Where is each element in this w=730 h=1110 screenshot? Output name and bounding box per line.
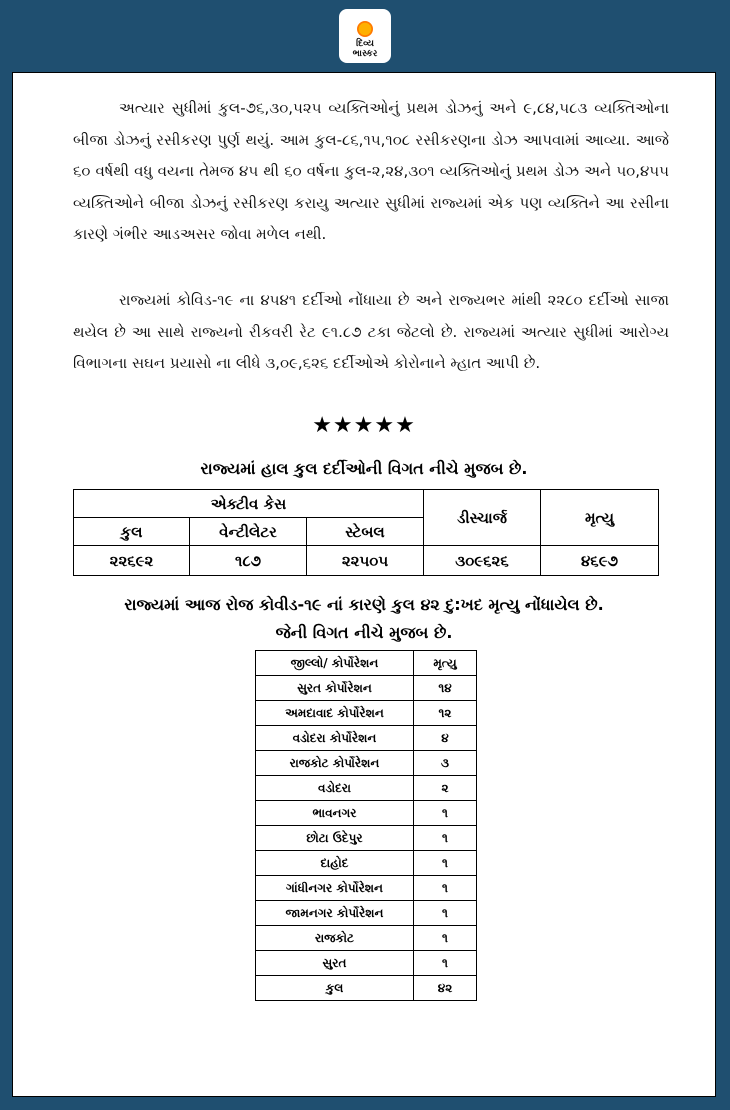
table-row — [256, 926, 477, 951]
press-note-page — [12, 72, 716, 1097]
table-total-row — [256, 976, 477, 1001]
total-deaths: ૪૨ — [414, 976, 477, 1001]
table-row — [256, 801, 477, 826]
ventilator-value: ૧૮૭ — [190, 546, 307, 576]
logo-line-2: ભાસ્કર — [352, 49, 378, 59]
total-label: કુલ — [256, 976, 414, 1001]
district-deaths-table — [255, 650, 477, 1001]
district-name: વડોદરા કોર્પોરેશન — [256, 726, 414, 751]
table-row — [256, 826, 477, 851]
death-count: ૧ — [414, 876, 477, 901]
district-name: છોટા ઉદેપુર — [256, 826, 414, 851]
district-name: રાજકોટ કોર્પોરેશન — [256, 751, 414, 776]
district-name: વડોદરા — [256, 776, 414, 801]
district-name: જામનગર કોર્પોરેશન — [256, 901, 414, 926]
deaths-count-header: મૃત્યુ — [414, 651, 477, 676]
district-name: ગાંધીનગર કોર્પોરેશન — [256, 876, 414, 901]
death-count: ૧ — [414, 901, 477, 926]
death-count: ૧ — [414, 826, 477, 851]
district-name: રાજકોટ — [256, 926, 414, 951]
district-name: સુરત કોર્પોરેશન — [256, 676, 414, 701]
logo-line-1: દિવ્ય — [356, 39, 374, 49]
death-count: ૧ — [414, 951, 477, 976]
district-name: સુરત — [256, 951, 414, 976]
total-header: કુલ — [74, 518, 190, 546]
cases-table — [73, 489, 659, 576]
deaths-heading: રાજ્યમાં આજ રોજ કોવીડ-૧૯ નાં કારણે કુલ ૪૨ દુ:ખદ મૃત્યુ નોંધાયેલ છે. — [124, 595, 604, 614]
star-divider: ★★★★★ — [312, 413, 416, 438]
recovery-paragraph: રાજ્યમાં કોવિડ-૧૯ ના ૪૫૪૧ દર્દીઓ નોંધાયા છે અને રાજ્યભર માંથી ૨૨૮૦ દર્દીઓ સાજા થયેલ છે આ સાથે રાજ્યનો રીકવરી રેટ ૯૧.૮૭ ટકા જેટલો છે. રાજ્યમાં અત્યાર સુધીમાં આરોગ્ય વિભાગના સઘન પ્રયાસો ના લીધે ૩,૦૯,૬૨૬ દર્દીઓએ કોરોનાને મ્હાત આપી છે. — [73, 291, 669, 372]
table-row — [256, 676, 477, 701]
deaths-subheading: જેની વિગત નીચે મુજબ છે. — [275, 623, 453, 642]
death-count: ૧ — [414, 926, 477, 951]
death-count: ૪ — [414, 726, 477, 751]
district-name: ભાવનગર — [256, 801, 414, 826]
table-header-row — [256, 651, 477, 676]
table-row — [256, 776, 477, 801]
table-row — [256, 701, 477, 726]
table-row — [256, 876, 477, 901]
vaccination-paragraph: અત્યાર સુધીમાં કુલ-૭૬,૩૦,૫૨૫ વ્યક્તિઓનું પ્રથમ ડોઝનું અને ૯,૮૪,૫૮૩ વ્યક્તિઓના બીજા ડોઝનું રસીકરણ પુર્ણ થયું. આમ કુલ-૮૬,૧૫,૧૦૮ રસીકરણના ડોઝ આપવામાં આવ્યા. આજે ૬૦ વર્ષથી વધુ વયના તેમજ ૪૫ થી ૬૦ વર્ષના કુલ-૨,૨૪,૩૦૧ વ્યક્તિઓનું પ્રથમ ડોઝ અને ૫૦,૪૫૫ વ્યક્તિઓને બીજા ડોઝનું રસીકરણ કરાયુ અત્યાર સુધીમાં રાજ્યમાં એક પણ વ્યક્તિને આ રસીના કારણે ગંભીર આડઅસર જોવા મળેલ નથી. — [73, 99, 669, 243]
death-count: ૧ — [414, 801, 477, 826]
deaths-value: ૪૬૯૭ — [541, 546, 659, 576]
table-row — [256, 751, 477, 776]
cases-heading: રાજ્યમાં હાલ કુલ દર્દીઓની વિગત નીચે મુજબ છે. — [200, 459, 528, 478]
table-row — [256, 726, 477, 751]
table-row — [256, 851, 477, 876]
stable-value: ૨૨૫૦૫ — [307, 546, 424, 576]
death-count: ૨ — [414, 776, 477, 801]
district-name: દાહોદ — [256, 851, 414, 876]
district-header: જીલ્લો/ કોર્પોરેશન — [256, 651, 414, 676]
discharged-value: ૩૦૯૬૨૬ — [424, 546, 541, 576]
divya-bhaskar-logo — [339, 9, 391, 63]
district-name: અમદાવાદ કોર્પોરેશન — [256, 701, 414, 726]
active-cases-header: એક્ટીવ કેસ — [74, 490, 424, 518]
stable-header: સ્ટેબલ — [307, 518, 424, 546]
death-count: ૩ — [414, 751, 477, 776]
death-count: ૧ — [414, 851, 477, 876]
table-row — [256, 901, 477, 926]
death-count: ૧૨ — [414, 701, 477, 726]
discharge-header: ડીસ્ચાર્જ — [424, 490, 541, 546]
death-header: મૃત્યુ — [541, 490, 659, 546]
table-row — [256, 951, 477, 976]
sun-logo-icon — [357, 21, 373, 37]
total-value: ૨૨૬૯૨ — [74, 546, 190, 576]
death-count: ૧૪ — [414, 676, 477, 701]
ventilator-header: વેન્ટીલેટર — [190, 518, 307, 546]
